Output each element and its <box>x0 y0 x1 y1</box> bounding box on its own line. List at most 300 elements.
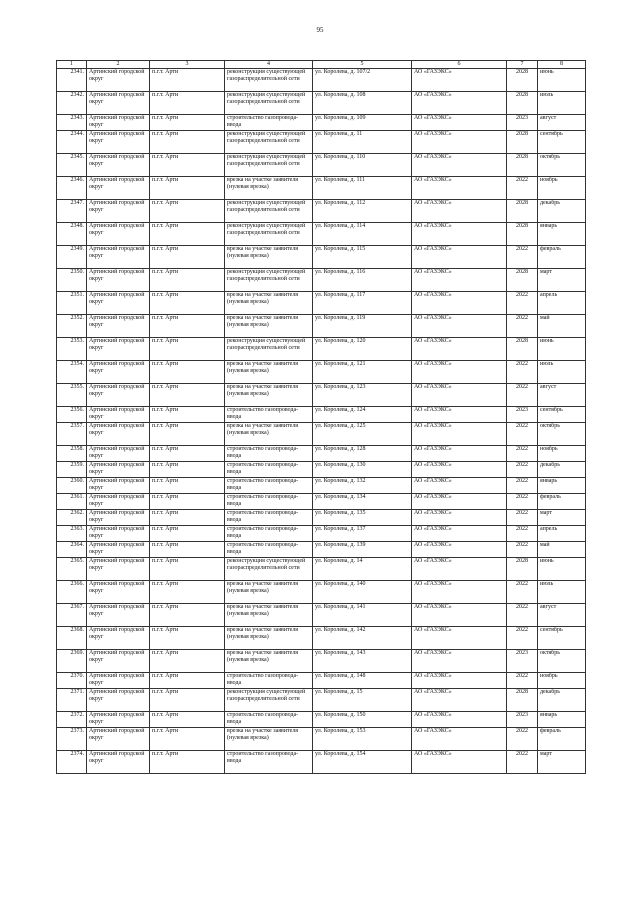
month-cell: август <box>538 604 586 627</box>
district-cell: Артинский городской округ <box>87 526 150 542</box>
district-cell: Артинский городской округ <box>87 478 150 494</box>
month-cell: май <box>538 315 586 338</box>
work-type-cell: строительство газопровода-ввода <box>225 542 313 558</box>
work-type-cell: строительство газопровода-ввода <box>225 712 313 728</box>
year-cell: 2022 <box>507 315 538 338</box>
column-number: 1 <box>57 61 87 69</box>
organization-cell: АО «ГАЗЭКС» <box>412 269 507 292</box>
organization-cell: АО «ГАЗЭКС» <box>412 69 507 92</box>
address-cell: ул. Королева, д. 148 <box>313 673 412 689</box>
table-row <box>57 177 586 200</box>
organization-cell: АО «ГАЗЭКС» <box>412 526 507 542</box>
row-number-cell: 2373. <box>57 728 87 751</box>
month-cell: декабрь <box>538 689 586 712</box>
month-cell: апрель <box>538 292 586 315</box>
work-type-cell: врезка на участке заявителя (нулевая врезка) <box>225 604 313 627</box>
settlement-cell: п.г.т. Арти <box>150 92 225 115</box>
month-cell: декабрь <box>538 200 586 223</box>
row-number-cell: 2371. <box>57 689 87 712</box>
month-cell: май <box>538 542 586 558</box>
address-cell: ул. Королева, д. 109 <box>313 115 412 131</box>
organization-cell: АО «ГАЗЭКС» <box>412 650 507 673</box>
month-cell: август <box>538 384 586 407</box>
settlement-cell: п.г.т. Арти <box>150 131 225 154</box>
address-cell: ул. Королева, д. 110 <box>313 154 412 177</box>
address-cell: ул. Королева, д. 121 <box>313 361 412 384</box>
table-row <box>57 246 586 269</box>
table-row <box>57 154 586 177</box>
district-cell: Артинский городской округ <box>87 200 150 223</box>
year-cell: 2023 <box>507 407 538 423</box>
table-row <box>57 650 586 673</box>
year-cell: 2028 <box>507 689 538 712</box>
table-row <box>57 223 586 246</box>
work-type-cell: строительство газопровода-ввода <box>225 462 313 478</box>
organization-cell: АО «ГАЗЭКС» <box>412 246 507 269</box>
schedule-table <box>56 60 586 774</box>
settlement-cell: п.г.т. Арти <box>150 69 225 92</box>
year-cell: 2022 <box>507 177 538 200</box>
settlement-cell: п.г.т. Арти <box>150 177 225 200</box>
year-cell: 2022 <box>507 462 538 478</box>
row-number-cell: 2347. <box>57 200 87 223</box>
table-row <box>57 315 586 338</box>
row-number-cell: 2368. <box>57 627 87 650</box>
settlement-cell: п.г.т. Арти <box>150 423 225 446</box>
month-cell: январь <box>538 712 586 728</box>
year-cell: 2022 <box>507 542 538 558</box>
table-row <box>57 462 586 478</box>
table-row <box>57 510 586 526</box>
district-cell: Артинский городской округ <box>87 246 150 269</box>
settlement-cell: п.г.т. Арти <box>150 223 225 246</box>
work-type-cell: врезка на участке заявителя (нулевая врезка) <box>225 650 313 673</box>
work-type-cell: врезка на участке заявителя (нулевая врезка) <box>225 581 313 604</box>
district-cell: Артинский городской округ <box>87 384 150 407</box>
organization-cell: АО «ГАЗЭКС» <box>412 223 507 246</box>
table-row <box>57 200 586 223</box>
work-type-cell: реконструкция существующей газораспределительной сети <box>225 131 313 154</box>
month-cell: март <box>538 510 586 526</box>
month-cell: сентябрь <box>538 407 586 423</box>
row-number-cell: 2344. <box>57 131 87 154</box>
month-cell: февраль <box>538 494 586 510</box>
row-number-cell: 2352. <box>57 315 87 338</box>
table-row <box>57 361 586 384</box>
row-number-cell: 2374. <box>57 751 87 774</box>
organization-cell: АО «ГАЗЭКС» <box>412 627 507 650</box>
month-cell: январь <box>538 478 586 494</box>
district-cell: Артинский городской округ <box>87 558 150 581</box>
table-row <box>57 446 586 462</box>
month-cell: июнь <box>538 338 586 361</box>
work-type-cell: реконструкция существующей газораспределительной сети <box>225 558 313 581</box>
work-type-cell: строительство газопровода-ввода <box>225 510 313 526</box>
settlement-cell: п.г.т. Арти <box>150 542 225 558</box>
row-number-cell: 2361. <box>57 494 87 510</box>
year-cell: 2028 <box>507 558 538 581</box>
district-cell: Артинский городской округ <box>87 689 150 712</box>
work-type-cell: строительство газопровода-ввода <box>225 115 313 131</box>
settlement-cell: п.г.т. Арти <box>150 604 225 627</box>
row-number-cell: 2367. <box>57 604 87 627</box>
organization-cell: АО «ГАЗЭКС» <box>412 558 507 581</box>
settlement-cell: п.г.т. Арти <box>150 269 225 292</box>
address-cell: ул. Королева, д. 15 <box>313 689 412 712</box>
district-cell: Артинский городской округ <box>87 92 150 115</box>
work-type-cell: реконструкция существующей газораспределительной сети <box>225 69 313 92</box>
year-cell: 2028 <box>507 131 538 154</box>
settlement-cell: п.г.т. Арти <box>150 315 225 338</box>
district-cell: Артинский городской округ <box>87 131 150 154</box>
month-cell: июль <box>538 361 586 384</box>
district-cell: Артинский городской округ <box>87 542 150 558</box>
district-cell: Артинский городской округ <box>87 423 150 446</box>
column-number: 6 <box>412 61 507 69</box>
district-cell: Артинский городской округ <box>87 315 150 338</box>
settlement-cell: п.г.т. Арти <box>150 446 225 462</box>
row-number-cell: 2357. <box>57 423 87 446</box>
district-cell: Артинский городской округ <box>87 494 150 510</box>
address-cell: ул. Королева, д. 134 <box>313 494 412 510</box>
work-type-cell: реконструкция существующей газораспределительной сети <box>225 92 313 115</box>
settlement-cell: п.г.т. Арти <box>150 650 225 673</box>
work-type-cell: врезка на участке заявителя (нулевая врезка) <box>225 423 313 446</box>
row-number-cell: 2349. <box>57 246 87 269</box>
work-type-cell: строительство газопровода-ввода <box>225 673 313 689</box>
work-type-cell: реконструкция существующей газораспределительной сети <box>225 223 313 246</box>
table-row <box>57 604 586 627</box>
settlement-cell: п.г.т. Арти <box>150 384 225 407</box>
month-cell: сентябрь <box>538 627 586 650</box>
work-type-cell: врезка на участке заявителя (нулевая врезка) <box>225 728 313 751</box>
year-cell: 2022 <box>507 581 538 604</box>
settlement-cell: п.г.т. Арти <box>150 581 225 604</box>
month-cell: октябрь <box>538 154 586 177</box>
address-cell: ул. Королева, д. 114 <box>313 223 412 246</box>
address-cell: ул. Королева, д. 130 <box>313 462 412 478</box>
district-cell: Артинский городской округ <box>87 650 150 673</box>
organization-cell: АО «ГАЗЭКС» <box>412 131 507 154</box>
work-type-cell: врезка на участке заявителя (нулевая врезка) <box>225 177 313 200</box>
year-cell: 2022 <box>507 728 538 751</box>
organization-cell: АО «ГАЗЭКС» <box>412 384 507 407</box>
settlement-cell: п.г.т. Арти <box>150 712 225 728</box>
table-row <box>57 712 586 728</box>
district-cell: Артинский городской округ <box>87 751 150 774</box>
address-cell: ул. Королева, д. 119 <box>313 315 412 338</box>
district-cell: Артинский городской округ <box>87 407 150 423</box>
month-cell: ноябрь <box>538 177 586 200</box>
organization-cell: АО «ГАЗЭКС» <box>412 604 507 627</box>
settlement-cell: п.г.т. Арти <box>150 526 225 542</box>
work-type-cell: строительство газопровода-ввода <box>225 494 313 510</box>
address-cell: ул. Королева, д. 142 <box>313 627 412 650</box>
column-number: 7 <box>507 61 538 69</box>
month-cell: июль <box>538 92 586 115</box>
district-cell: Артинский городской округ <box>87 269 150 292</box>
year-cell: 2022 <box>507 478 538 494</box>
month-cell: июнь <box>538 558 586 581</box>
work-type-cell: строительство газопровода-ввода <box>225 526 313 542</box>
year-cell: 2028 <box>507 223 538 246</box>
organization-cell: АО «ГАЗЭКС» <box>412 177 507 200</box>
district-cell: Артинский городской округ <box>87 115 150 131</box>
row-number-cell: 2358. <box>57 446 87 462</box>
settlement-cell: п.г.т. Арти <box>150 154 225 177</box>
work-type-cell: реконструкция существующей газораспределительной сети <box>225 200 313 223</box>
table-row <box>57 69 586 92</box>
district-cell: Артинский городской округ <box>87 673 150 689</box>
settlement-cell: п.г.т. Арти <box>150 338 225 361</box>
year-cell: 2028 <box>507 69 538 92</box>
organization-cell: АО «ГАЗЭКС» <box>412 494 507 510</box>
work-type-cell: врезка на участке заявителя (нулевая врезка) <box>225 315 313 338</box>
address-cell: ул. Королева, д. 115 <box>313 246 412 269</box>
organization-cell: АО «ГАЗЭКС» <box>412 423 507 446</box>
work-type-cell: врезка на участке заявителя (нулевая врезка) <box>225 246 313 269</box>
district-cell: Артинский городской округ <box>87 69 150 92</box>
district-cell: Артинский городской округ <box>87 338 150 361</box>
organization-cell: АО «ГАЗЭКС» <box>412 292 507 315</box>
district-cell: Артинский городской округ <box>87 154 150 177</box>
table-row <box>57 526 586 542</box>
address-cell: ул. Королева, д. 128 <box>313 446 412 462</box>
column-number: 3 <box>150 61 225 69</box>
settlement-cell: п.г.т. Арти <box>150 494 225 510</box>
table-row <box>57 751 586 774</box>
year-cell: 2022 <box>507 423 538 446</box>
table-row <box>57 478 586 494</box>
address-cell: ул. Королева, д. 143 <box>313 650 412 673</box>
organization-cell: АО «ГАЗЭКС» <box>412 673 507 689</box>
settlement-cell: п.г.т. Арти <box>150 246 225 269</box>
table-row <box>57 581 586 604</box>
row-number-cell: 2366. <box>57 581 87 604</box>
address-cell: ул. Королева, д. 116 <box>313 269 412 292</box>
year-cell: 2023 <box>507 712 538 728</box>
address-cell: ул. Королева, д. 124 <box>313 407 412 423</box>
row-number-cell: 2353. <box>57 338 87 361</box>
column-number-row <box>57 61 586 69</box>
row-number-cell: 2346. <box>57 177 87 200</box>
row-number-cell: 2360. <box>57 478 87 494</box>
settlement-cell: п.г.т. Арти <box>150 200 225 223</box>
district-cell: Артинский городской округ <box>87 446 150 462</box>
work-type-cell: врезка на участке заявителя (нулевая врезка) <box>225 361 313 384</box>
month-cell: декабрь <box>538 462 586 478</box>
month-cell: март <box>538 751 586 774</box>
address-cell: ул. Королева, д. 111 <box>313 177 412 200</box>
page-number: 95 <box>316 26 324 34</box>
year-cell: 2022 <box>507 292 538 315</box>
address-cell: ул. Королева, д. 11 <box>313 131 412 154</box>
row-number-cell: 2369. <box>57 650 87 673</box>
year-cell: 2022 <box>507 361 538 384</box>
settlement-cell: п.г.т. Арти <box>150 673 225 689</box>
month-cell: сентябрь <box>538 131 586 154</box>
address-cell: ул. Королева, д. 123 <box>313 384 412 407</box>
district-cell: Артинский городской округ <box>87 712 150 728</box>
settlement-cell: п.г.т. Арти <box>150 361 225 384</box>
address-cell: ул. Королева, д. 154 <box>313 751 412 774</box>
row-number-cell: 2359. <box>57 462 87 478</box>
month-cell: март <box>538 269 586 292</box>
month-cell: октябрь <box>538 423 586 446</box>
table-row <box>57 131 586 154</box>
district-cell: Артинский городской округ <box>87 604 150 627</box>
organization-cell: АО «ГАЗЭКС» <box>412 462 507 478</box>
month-cell: апрель <box>538 526 586 542</box>
month-cell: февраль <box>538 728 586 751</box>
month-cell: февраль <box>538 246 586 269</box>
address-cell: ул. Королева, д. 107/2 <box>313 69 412 92</box>
year-cell: 2028 <box>507 338 538 361</box>
year-cell: 2023 <box>507 115 538 131</box>
district-cell: Артинский городской округ <box>87 223 150 246</box>
work-type-cell: реконструкция существующей газораспределительной сети <box>225 269 313 292</box>
district-cell: Артинский городской округ <box>87 728 150 751</box>
table-row <box>57 494 586 510</box>
district-cell: Артинский городской округ <box>87 627 150 650</box>
column-number: 2 <box>87 61 150 69</box>
organization-cell: АО «ГАЗЭКС» <box>412 115 507 131</box>
settlement-cell: п.г.т. Арти <box>150 462 225 478</box>
row-number-cell: 2350. <box>57 269 87 292</box>
organization-cell: АО «ГАЗЭКС» <box>412 728 507 751</box>
work-type-cell: строительство газопровода-ввода <box>225 478 313 494</box>
year-cell: 2022 <box>507 604 538 627</box>
district-cell: Артинский городской округ <box>87 292 150 315</box>
table-row <box>57 689 586 712</box>
month-cell: июль <box>538 581 586 604</box>
table-row <box>57 92 586 115</box>
year-cell: 2022 <box>507 627 538 650</box>
organization-cell: АО «ГАЗЭКС» <box>412 200 507 223</box>
row-number-cell: 2364. <box>57 542 87 558</box>
settlement-cell: п.г.т. Арти <box>150 115 225 131</box>
row-number-cell: 2372. <box>57 712 87 728</box>
address-cell: ул. Королева, д. 137 <box>313 526 412 542</box>
address-cell: ул. Королева, д. 141 <box>313 604 412 627</box>
organization-cell: АО «ГАЗЭКС» <box>412 689 507 712</box>
year-cell: 2028 <box>507 269 538 292</box>
column-number: 8 <box>538 61 586 69</box>
address-cell: ул. Королева, д. 125 <box>313 423 412 446</box>
work-type-cell: строительство газопровода-ввода <box>225 407 313 423</box>
table-row <box>57 673 586 689</box>
settlement-cell: п.г.т. Арти <box>150 627 225 650</box>
organization-cell: АО «ГАЗЭКС» <box>412 338 507 361</box>
year-cell: 2022 <box>507 246 538 269</box>
district-cell: Артинский городской округ <box>87 510 150 526</box>
row-number-cell: 2363. <box>57 526 87 542</box>
row-number-cell: 2343. <box>57 115 87 131</box>
row-number-cell: 2365. <box>57 558 87 581</box>
organization-cell: АО «ГАЗЭКС» <box>412 542 507 558</box>
row-number-cell: 2342. <box>57 92 87 115</box>
organization-cell: АО «ГАЗЭКС» <box>412 154 507 177</box>
table-row <box>57 269 586 292</box>
organization-cell: АО «ГАЗЭКС» <box>412 446 507 462</box>
address-cell: ул. Королева, д. 132 <box>313 478 412 494</box>
year-cell: 2022 <box>507 384 538 407</box>
organization-cell: АО «ГАЗЭКС» <box>412 581 507 604</box>
year-cell: 2022 <box>507 494 538 510</box>
column-number: 5 <box>313 61 412 69</box>
row-number-cell: 2356. <box>57 407 87 423</box>
year-cell: 2023 <box>507 650 538 673</box>
address-cell: ул. Королева, д. 150 <box>313 712 412 728</box>
work-type-cell: строительство газопровода-ввода <box>225 751 313 774</box>
table-row <box>57 627 586 650</box>
year-cell: 2022 <box>507 673 538 689</box>
table-row <box>57 407 586 423</box>
table-row <box>57 292 586 315</box>
address-cell: ул. Королева, д. 135 <box>313 510 412 526</box>
column-number: 4 <box>225 61 313 69</box>
row-number-cell: 2370. <box>57 673 87 689</box>
table-row <box>57 115 586 131</box>
work-type-cell: врезка на участке заявителя (нулевая врезка) <box>225 627 313 650</box>
row-number-cell: 2362. <box>57 510 87 526</box>
row-number-cell: 2345. <box>57 154 87 177</box>
table-row <box>57 558 586 581</box>
address-cell: ул. Королева, д. 140 <box>313 581 412 604</box>
year-cell: 2022 <box>507 751 538 774</box>
settlement-cell: п.г.т. Арти <box>150 292 225 315</box>
month-cell: июнь <box>538 69 586 92</box>
settlement-cell: п.г.т. Арти <box>150 689 225 712</box>
organization-cell: АО «ГАЗЭКС» <box>412 361 507 384</box>
table-row <box>57 542 586 558</box>
address-cell: ул. Королева, д. 139 <box>313 542 412 558</box>
district-cell: Артинский городской округ <box>87 581 150 604</box>
work-type-cell: реконструкция существующей газораспределительной сети <box>225 689 313 712</box>
district-cell: Артинский городской округ <box>87 361 150 384</box>
row-number-cell: 2354. <box>57 361 87 384</box>
address-cell: ул. Королева, д. 117 <box>313 292 412 315</box>
organization-cell: АО «ГАЗЭКС» <box>412 407 507 423</box>
table-row <box>57 728 586 751</box>
organization-cell: АО «ГАЗЭКС» <box>412 315 507 338</box>
settlement-cell: п.г.т. Арти <box>150 407 225 423</box>
settlement-cell: п.г.т. Арти <box>150 558 225 581</box>
organization-cell: АО «ГАЗЭКС» <box>412 751 507 774</box>
settlement-cell: п.г.т. Арти <box>150 510 225 526</box>
organization-cell: АО «ГАЗЭКС» <box>412 92 507 115</box>
row-number-cell: 2348. <box>57 223 87 246</box>
month-cell: ноябрь <box>538 673 586 689</box>
row-number-cell: 2355. <box>57 384 87 407</box>
address-cell: ул. Королева, д. 153 <box>313 728 412 751</box>
settlement-cell: п.г.т. Арти <box>150 478 225 494</box>
settlement-cell: п.г.т. Арти <box>150 751 225 774</box>
year-cell: 2022 <box>507 446 538 462</box>
work-type-cell: реконструкция существующей газораспределительной сети <box>225 154 313 177</box>
table-body <box>57 69 586 774</box>
table-row <box>57 423 586 446</box>
settlement-cell: п.г.т. Арти <box>150 728 225 751</box>
district-cell: Артинский городской округ <box>87 462 150 478</box>
month-cell: август <box>538 115 586 131</box>
work-type-cell: реконструкция существующей газораспределительной сети <box>225 338 313 361</box>
row-number-cell: 2351. <box>57 292 87 315</box>
work-type-cell: врезка на участке заявителя (нулевая врезка) <box>225 384 313 407</box>
year-cell: 2028 <box>507 200 538 223</box>
address-cell: ул. Королева, д. 112 <box>313 200 412 223</box>
month-cell: январь <box>538 223 586 246</box>
